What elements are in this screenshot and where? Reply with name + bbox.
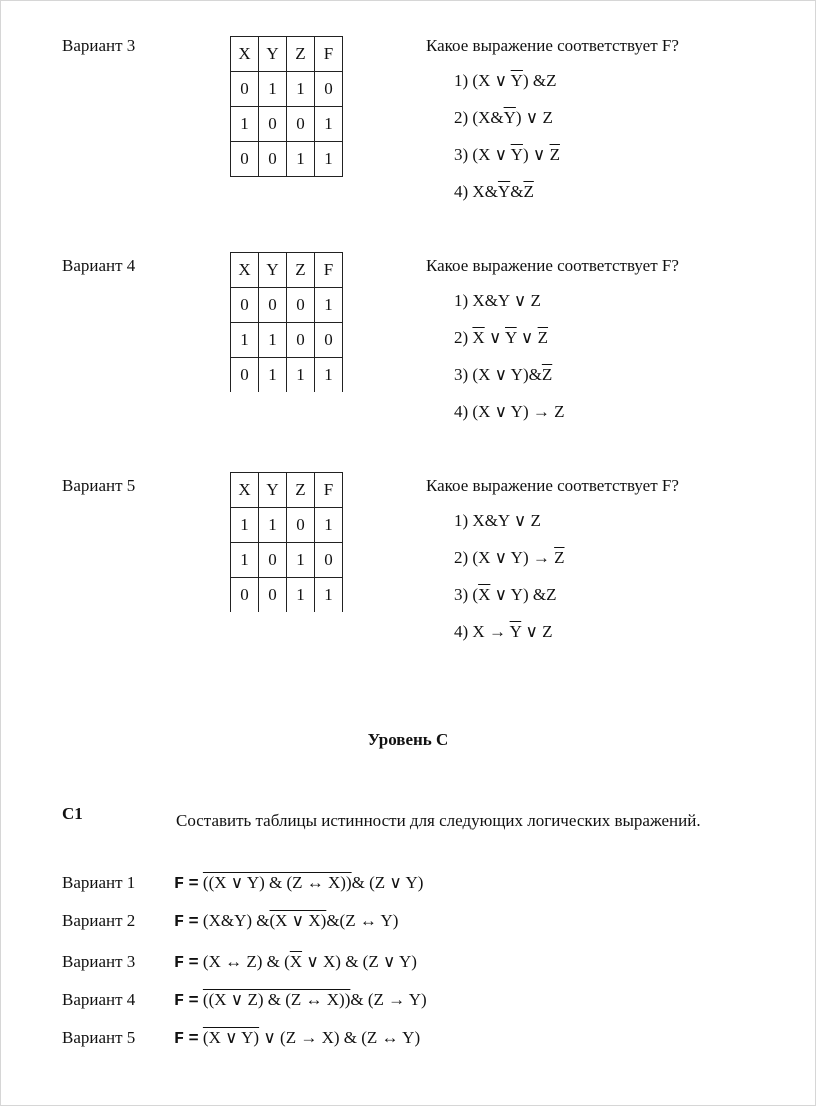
- variant-4-label: Вариант 4: [62, 256, 136, 275]
- answer-option-4[interactable]: 4) $X \to \overline{Y}$ ∨ Z: [454, 622, 553, 641]
- variant-3-label: Вариант 3: [62, 36, 136, 55]
- expression: ((X ∨ Y) & (Z ↔ X))& (Z ∨ Y): [202, 873, 424, 892]
- expression: (X ↔ Z) & ($\overline{X}$ ∨ X) & (Z ∨ Y): [202, 952, 417, 971]
- question-title: Какое выражение соответствует F?: [426, 36, 679, 55]
- answer-option-2[interactable]: 2) $(X\&\overline{Y})$ ∨ Z: [454, 108, 553, 127]
- expression-row-3: Вариант 3 F = (X ↔ Z) & ($\overline{X}$ ∨ X) & (Z ∨ Y): [62, 952, 417, 973]
- expression: (X&Y) &(X ∨ X)&(Z ↔ Y): [202, 911, 399, 930]
- task-code: С1: [62, 804, 83, 823]
- table-row: 1 0 0 1: [231, 107, 343, 142]
- variant-5-question: [426, 476, 679, 650]
- answer-option-1[interactable]: 1) (X ∨ $\overline{Y}$) &Z: [454, 71, 557, 90]
- table-row: 0 0 0 1: [231, 288, 343, 323]
- answer-option-1[interactable]: 1) X&Y ∨ Z: [454, 291, 541, 310]
- variant-5-truth-table: [230, 472, 343, 612]
- answer-option-4[interactable]: 4) $X\&\overline{Y}\&\overline{Z}$: [454, 182, 534, 201]
- answer-option-2[interactable]: 2) $\overline{X}$ ∨ $\overline{Y}$ ∨ $\overline{Z}$: [454, 328, 549, 347]
- expression-row-1: Вариант 1 F = ((X ∨ Y) & (Z ↔ X))& (Z ∨ Y): [62, 873, 424, 894]
- table-row: 0 0 1 1: [231, 142, 343, 177]
- expression-variant-label: Вариант 1: [62, 873, 136, 892]
- table-row: 0 1 1 0: [231, 72, 343, 107]
- question-title: Какое выражение соответствует F?: [426, 256, 679, 275]
- expression-variant-label: Вариант 3: [62, 952, 136, 971]
- expression-row-4: Вариант 4 F = ((X ∨ Z) & (Z ↔ X))& (Z → Y): [62, 990, 427, 1011]
- expression-variant-label: Вариант 4: [62, 990, 136, 1009]
- expression: ((X ∨ Z) & (Z ↔ X))& (Z → Y): [202, 990, 427, 1009]
- answer-option-1[interactable]: 1) X&Y ∨ Z: [454, 511, 541, 530]
- answer-option-3[interactable]: 3) (X ∨ $\overline{Y}$) ∨ $\overline{Z}$: [454, 145, 560, 164]
- table-row: 0 0 1 1: [231, 578, 343, 613]
- answer-option-2[interactable]: 2) (X ∨ $Y) \to \overline{Z}$: [454, 548, 565, 567]
- variant-3-question: [426, 36, 679, 210]
- expression: (X ∨ Y) ∨ (Z → X) & (Z ↔ Y): [202, 1028, 421, 1047]
- table-row: 1 1 0 0: [231, 323, 343, 358]
- table-header-row: X Y Z F: [231, 37, 343, 72]
- variant-3-truth-table: [230, 36, 343, 177]
- expression-variant-label: Вариант 5: [62, 1028, 136, 1047]
- variant-5-label: Вариант 5: [62, 476, 136, 495]
- table-row: 1 0 1 0: [231, 543, 343, 578]
- answer-option-3[interactable]: 3) (X ∨ $Y)\&\overline{Z}$: [454, 365, 553, 384]
- variant-4-question: [426, 256, 679, 430]
- expression-row-2: Вариант 2 F = (X&Y) &(X ∨ X)&(Z ↔ Y): [62, 911, 399, 932]
- table-row: 1 1 0 1: [231, 508, 343, 543]
- variant-4-truth-table: [230, 252, 343, 392]
- table-row: 0 1 1 1: [231, 358, 343, 393]
- answer-option-4[interactable]: 4) (X ∨ Y) → Z: [454, 402, 565, 421]
- table-header-row: X Y Z F: [231, 473, 343, 508]
- expression-row-5: Вариант 5 F = (X ∨ Y) ∨ (Z → X) & (Z ↔ Y): [62, 1028, 421, 1049]
- answer-option-3[interactable]: 3) ($\overline{X}$ ∨ Y) &Z: [454, 585, 557, 604]
- task-text: Составить таблицы истинности для следующих логических выражений.: [176, 811, 701, 830]
- table-header-row: X Y Z F: [231, 253, 343, 288]
- level-title: Уровень С: [367, 730, 449, 749]
- expression-variant-label: Вариант 2: [62, 911, 136, 930]
- question-title: Какое выражение соответствует F?: [426, 476, 679, 495]
